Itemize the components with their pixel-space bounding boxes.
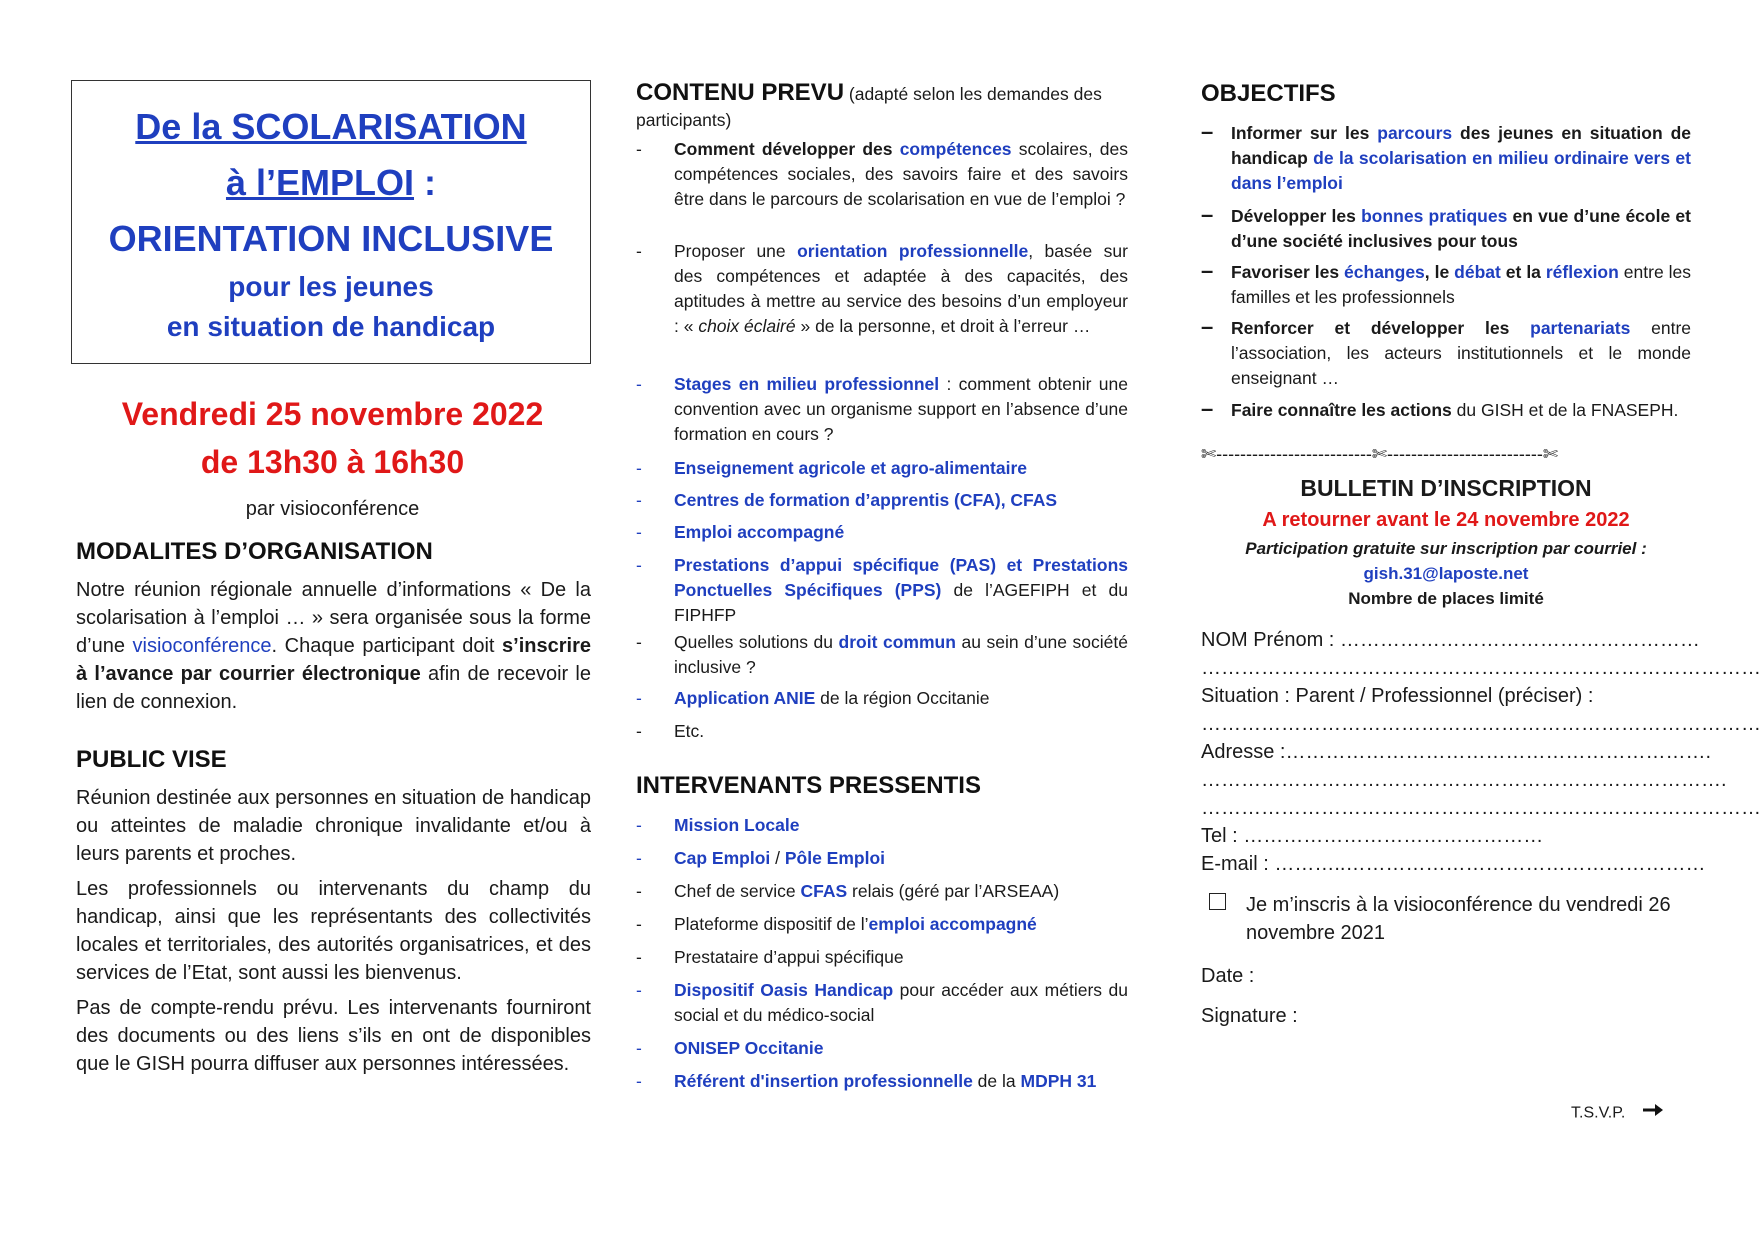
date-field[interactable]: Date : [1201, 965, 1255, 987]
contenu-item: - Centres de formation d’apprentis (CFA), CFAS [636, 490, 1058, 510]
contenu-item: - Proposer une orientation professionnelle, basée sur des compétences et adaptée à des capacités, des aptitudes à mettre au service des besoins d’un employeur : « choix éclairé » de la personne, et droit à l’erreur … [636, 241, 1128, 336]
tsvp-label: T.S.V.P. [1571, 1104, 1626, 1122]
adresse-field-line-3[interactable]: ………………………………………………………………………… [1201, 797, 1761, 819]
public-paragraph-3: Pas de compte-rendu prévu. Les intervenants fourniront des documents ou des liens s’ils en ont de disponibles que le GISH pourra diffuser aux personnes intéressées. [76, 997, 591, 1075]
adresse-field[interactable]: Adresse :………………………………………………………. [1201, 741, 1712, 763]
bulletin-email[interactable]: gish.31@laposte.net [1363, 564, 1529, 583]
tel-field[interactable]: Tel : ……………………………………… [1201, 825, 1544, 847]
intervenant-item: - Dispositif Oasis Handicap pour accéder aux métiers du social et du médico-social [636, 980, 1128, 1025]
event-date-block [70, 390, 595, 526]
contenu-item: - Application ANIE de la région Occitanie [636, 688, 990, 708]
checkbox-icon[interactable] [1209, 893, 1226, 910]
event-mode: par visioconférence [245, 498, 420, 520]
bulletin-places: Nombre de places limité [1348, 589, 1544, 608]
adresse-field-line-2[interactable]: ……………………………………………………………………. [1201, 769, 1727, 791]
event-date: Vendredi 25 novembre 2022 [121, 396, 544, 432]
modalites-heading: MODALITES D’ORGANISATION [76, 538, 433, 565]
objectif-item: – Informer sur les parcours des jeunes en situation de handicap de la scolarisation en milieu ordinaire vers et dans l’emploi [1201, 119, 1691, 193]
contenu-item: - Etc. [636, 721, 705, 741]
title-line-4: pour les jeunes [228, 271, 434, 302]
public-paragraph-2: Les professionnels ou intervenants du champ du handicap, ainsi que les représentants des collectivités locales et territoriales, des autorités organisatrices, et des services de l’Etat, sont aussi les bienvenus. [76, 878, 591, 984]
bulletin-deadline: A retourner avant le 24 novembre 2022 [1262, 509, 1630, 531]
public-heading: PUBLIC VISE [76, 746, 227, 773]
contenu-heading: CONTENU PREVU [636, 79, 845, 106]
signature-field[interactable]: Signature : [1201, 1005, 1298, 1027]
title-line-1: De la SCOLARISATION [135, 106, 527, 147]
nom-field-line-2[interactable]: ………………………………………………………………………… [1201, 657, 1761, 679]
title-line-5: en situation de handicap [166, 311, 496, 342]
title-line-3: ORIENTATION INCLUSIVE [108, 218, 554, 259]
checkbox-label: Je m’inscris à la visioconférence du vendredi 26 novembre 2021 [1246, 894, 1671, 944]
situation-field-line-2[interactable]: ………………………………………………………………………… [1201, 713, 1761, 735]
objectif-item: – Favoriser les échanges, le débat et la réflexion entre les familles et les professionnels [1201, 258, 1691, 307]
event-time: de 13h30 à 16h30 [200, 444, 465, 480]
bulletin-free-note: Participation gratuite sur inscription par courriel : [1245, 539, 1647, 558]
bulletin-header [1201, 472, 1691, 611]
contenu-item: - Prestations d’appui spécifique (PAS) et Prestations Ponctuelles Spécifiques (PPS) de l’AGEFIPH et du FIPHFP [636, 555, 1128, 625]
modalites-paragraph: Notre réunion régionale annuelle d’informations « De la scolarisation à l’emploi … » sera organisée sous la forme d’une visioconférence. Chaque participant doit s’inscrire à l’avance par courrier électronique afin de recevoir le lien de connexion. [76, 579, 591, 713]
arrow-right-icon [1642, 1102, 1664, 1125]
contenu-item: - Emploi accompagné [636, 522, 845, 542]
objectif-item: – Renforcer et développer les partenariats entre l’association, les acteurs institutionnels et le monde enseignant … [1201, 314, 1691, 388]
contenu-heading-block [636, 80, 1128, 133]
situation-field[interactable]: Situation : Parent / Professionnel (préciser) : [1201, 685, 1594, 707]
contenu-item: - Comment développer des compétences scolaires, des compétences sociales, des savoirs faire et des savoirs être dans le parcours de scolarisation en vue de l’emploi ? [636, 139, 1128, 209]
tsvp-footer [1571, 1102, 1664, 1125]
intervenant-item: - Prestataire d’appui spécifique [636, 947, 904, 967]
intervenant-item: - Référent d'insertion professionnelle de la MDPH 31 [636, 1071, 1097, 1091]
contenu-heading-note: (adapté selon les demandes des participants) [636, 84, 1102, 130]
intervenant-item: - Chef de service CFAS relais (géré par l’ARSEAA) [636, 881, 1060, 901]
title-box [71, 80, 591, 364]
intervenant-item: - Cap Emploi / Pôle Emploi [636, 848, 886, 868]
objectif-item: – Faire connaître les actions du GISH et de la FNASEPH. [1201, 396, 1679, 421]
cut-line: ✄--------------------------✄--------------------------✄ [1201, 444, 1558, 464]
intervenant-item: - ONISEP Occitanie [636, 1038, 824, 1058]
intervenant-item: - Plateforme dispositif de l’emploi accompagné [636, 914, 1037, 934]
email-field[interactable]: E-mail : ………..……………………………………………… [1201, 853, 1706, 875]
nom-field[interactable]: NOM Prénom : ……………………………………………… [1201, 629, 1700, 651]
contenu-item: - Enseignement agricole et agro-alimentaire [636, 458, 1028, 478]
contenu-item: - Stages en milieu professionnel : comment obtenir une convention avec un organisme support en l’absence d’une formation en cours ? [636, 374, 1128, 444]
visio-checkbox-row[interactable] [1209, 891, 1691, 947]
title-line-2: à l’EMPLOI : [225, 162, 437, 203]
bulletin-heading: BULLETIN D’INSCRIPTION [1300, 475, 1592, 501]
intervenants-heading: INTERVENANTS PRESSENTIS [636, 772, 981, 799]
intervenant-item: - Mission Locale [636, 815, 800, 835]
contenu-item: - Quelles solutions du droit commun au sein d’une société inclusive ? [636, 632, 1128, 677]
objectifs-heading: OBJECTIFS [1201, 80, 1336, 107]
objectif-item: – Développer les bonnes pratiques en vue d’une école et d’une société inclusives pour tous [1201, 202, 1691, 251]
public-paragraph-1: Réunion destinée aux personnes en situation de handicap ou atteintes de maladie chronique invalidante et/ou à leurs parents et proches. [76, 787, 591, 865]
